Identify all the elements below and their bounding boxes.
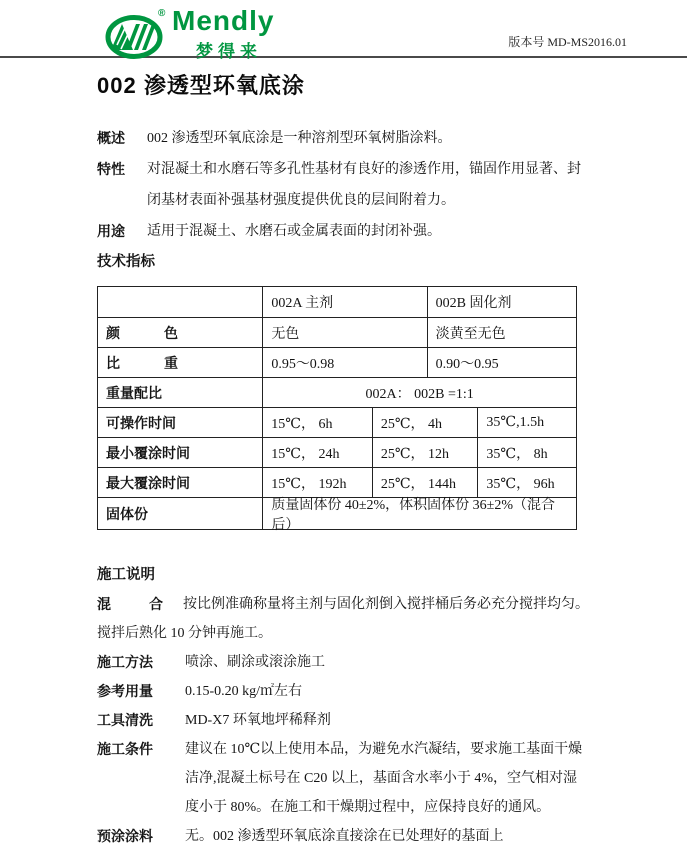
cleaning-label: 工具清洗 <box>97 712 153 728</box>
table-cell <box>98 318 262 347</box>
overview-row <box>97 123 592 154</box>
brand-name-chinese: 梦得来 <box>196 42 262 61</box>
dosage-row <box>97 677 592 706</box>
precoat-text: 无。002 渗透型环氧底涂直接涂在已处理好的基面上 <box>185 829 504 844</box>
method-row <box>97 648 592 677</box>
spec-table <box>97 286 577 533</box>
cleaning-row <box>97 706 592 735</box>
table-cell: 002A： 002B =1:1 <box>262 378 576 407</box>
table-row <box>98 317 576 347</box>
version-number: 版本号 MD-MS2016.01 <box>508 35 627 49</box>
tech-specs-heading: 技术指标 <box>97 254 155 270</box>
page-title: 002 渗透型环氧底涂 <box>97 73 305 98</box>
table-cell: 0.90～0.95 <box>427 348 576 377</box>
table-cell: 淡黄至无色 <box>427 318 576 347</box>
overview-text: 002 渗透型环氧底涂是一种溶剂型环氧树脂涂料。 <box>147 131 452 146</box>
table-cell: 35℃， 8h <box>477 438 576 467</box>
construction-heading: 施工说明 <box>97 567 155 583</box>
usage-row <box>97 216 592 247</box>
conditions-text: 建议在 10℃以上使用本品，为避免水汽凝结，要求施工基面干燥洁净,混凝土标号在 C20 以上，基面含水率小于 4%，空气相对湿度小于 80%。在施工和干燥期过程中，应保持良好的通风。 <box>185 742 583 815</box>
registered-trademark-icon: ® <box>158 8 166 19</box>
table-row <box>98 347 576 377</box>
row-label: 比重 <box>106 354 178 371</box>
table-row <box>98 467 576 497</box>
mixing-row <box>97 590 592 648</box>
method-text: 喷涂、刷涂或滚涂施工 <box>185 655 325 670</box>
table-cell: 0.95～0.98 <box>262 348 426 377</box>
usage-text: 适用于混凝土、水磨石或金属表面的封闭补强。 <box>147 224 441 239</box>
table-cell: 重量配比 <box>106 384 162 401</box>
table-row <box>98 497 576 533</box>
brand-name: Mendly <box>172 5 275 36</box>
document-body <box>0 69 687 851</box>
table-row <box>98 437 576 467</box>
table-cell: 15℃， 192h <box>262 468 372 497</box>
table-row <box>98 377 576 407</box>
dosage-text: 0.15-0.20 kg/㎡左右 <box>185 684 303 699</box>
mendly-logo-icon <box>105 15 163 59</box>
table-cell: 15℃， 6h <box>262 408 372 437</box>
intro-section <box>97 123 592 247</box>
table-cell <box>98 348 262 377</box>
table-cell: 最小覆涂时间 <box>106 444 190 461</box>
table-cell: 35℃,1.5h <box>477 408 576 437</box>
table-cell: 25℃， 12h <box>372 438 478 467</box>
table-cell <box>98 287 262 317</box>
table-cell: 25℃， 144h <box>372 468 478 497</box>
method-label: 施工方法 <box>97 654 153 670</box>
conditions-row <box>97 735 592 822</box>
features-label: 特性 <box>97 161 125 177</box>
table-cell: 固体份 <box>106 505 148 522</box>
table-cell: 002B 固化剂 <box>427 287 576 317</box>
table-cell: 15℃， 24h <box>262 438 372 467</box>
usage-label: 用途 <box>97 223 125 239</box>
row-label: 颜色 <box>106 324 178 341</box>
mixing-text: 按比例准确称量将主剂与固化剂倒入搅拌桶后务必充分搅拌均匀。搅拌后熟化 10 分钟再施工。 <box>97 597 589 641</box>
table-cell: 质量固体份 40±2%，体积固体份 36±2%（混合后） <box>262 498 576 529</box>
features-text: 对混凝土和水磨石等多孔性基材有良好的渗透作用，锚固作用显著、封闭基材表面补强基材强度提供优良的层间附着力。 <box>147 162 581 208</box>
table-cell: 002A 主剂 <box>262 287 426 317</box>
precoat-label: 预涂涂料 <box>97 828 153 844</box>
table-row <box>98 407 576 437</box>
cleaning-text: MD-X7 环氧地坪稀释剂 <box>185 713 331 728</box>
table-row <box>98 287 576 317</box>
page-header <box>0 0 687 61</box>
table-cell: 35℃， 96h <box>477 468 576 497</box>
dosage-label: 参考用量 <box>97 683 153 699</box>
table-cell: 25℃， 4h <box>372 408 478 437</box>
precoat-row <box>97 822 592 851</box>
mixing-label: 混合 <box>97 596 163 612</box>
table-cell: 最大覆涂时间 <box>106 474 190 491</box>
table-cell: 可操作时间 <box>106 414 176 431</box>
overview-label: 概述 <box>97 130 125 146</box>
conditions-label: 施工条件 <box>97 741 153 757</box>
table-cell: 无色 <box>262 318 426 347</box>
features-row <box>97 154 592 216</box>
construction-section <box>97 561 592 851</box>
